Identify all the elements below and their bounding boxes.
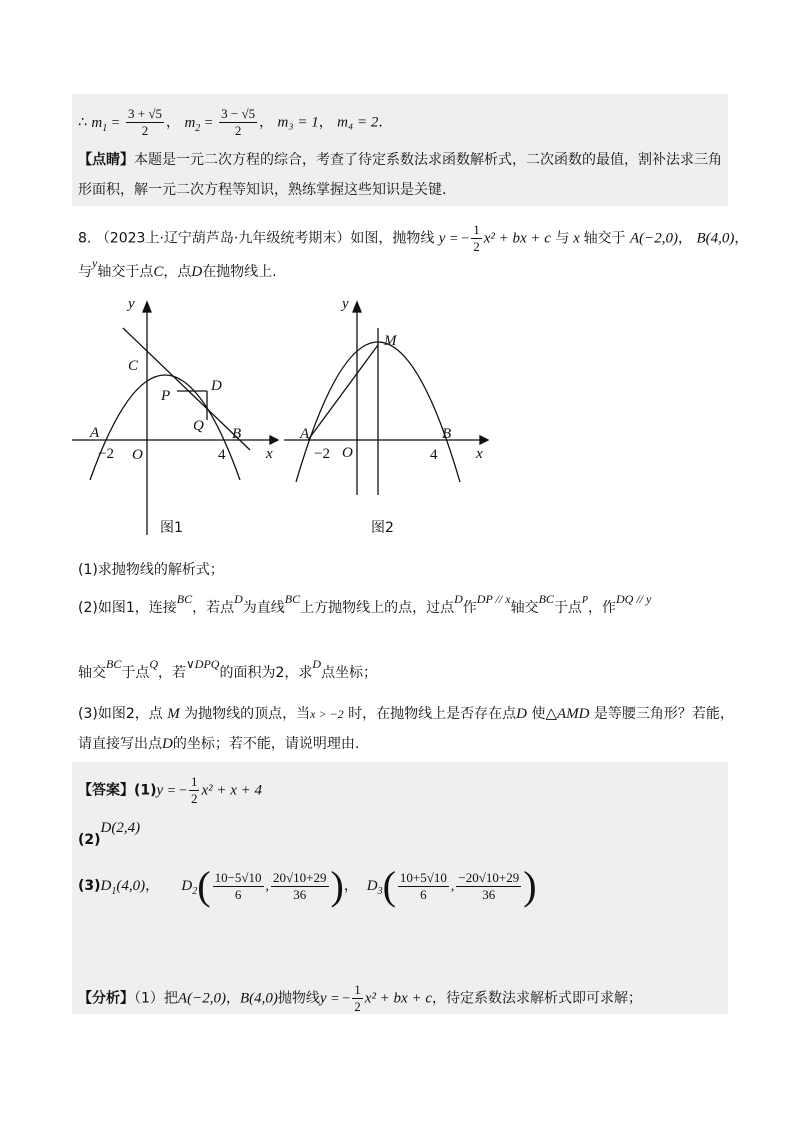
fig2-label-o: O (342, 445, 353, 461)
answer-line-3: $(3)D_1(4,0)$， $D_2$( $\frac{10-5√10}{6}$ , $\frac{20√10+29}{36}$ )， $D_3$( $\frac{10+5√10}{6}$ , $\frac{-20√10+29}{36}$ ) (78, 863, 537, 908)
fig1-label-c: C (128, 358, 139, 374)
fig1-tick-4: 4 (218, 447, 226, 463)
figure-2 (280, 290, 495, 510)
fig1-label-y: y (128, 296, 135, 312)
m-values-line: ∴ $m_1$ = $\frac{3 + √5}{2}$ ， $m_2$ = $\frac{3 - √5}{2}$ ， m₃ = 1， m₄ = 2． (78, 106, 393, 138)
fig2-tick-neg2: −2 (314, 446, 330, 462)
fig1-line-bc (123, 328, 250, 450)
fig1-label-a: A (90, 425, 100, 441)
problem-line-1: 8. （2023上·辽宁葫芦岛·九年级统考期末）如图，抛物线 y = − $\frac{1}{2}$ x² + bx + c 与 x 轴交于 A(−2,0)， B(4,0)， (78, 222, 749, 254)
figure-1-caption: 图1 (160, 520, 183, 536)
question-3-line-1: (3)如图2，点 M 为抛物线的顶点，当x > −2 时，在抛物线上是否存在点D 使△AMD 是等腰三角形？若能， (78, 706, 734, 722)
fig1-label-o: O (132, 447, 143, 463)
figure-1 (70, 290, 285, 550)
fig2-label-b: B (442, 426, 452, 442)
comment-line-1: 【点睛】本题是一元二次方程的综合，考查了待定系数法求函数解析式，二次函数的最值，割补法求三角 (78, 152, 722, 168)
fig2-label-m: M (384, 333, 397, 349)
fig1-tick-neg2: −2 (98, 446, 114, 462)
answer-line-2: (2)D(2,4) (78, 820, 141, 848)
figure-2-caption: 图2 (371, 520, 394, 536)
question-2-line-2: 轴交BC于点Q，若∨DPQ的面积为2，求D点坐标； (78, 657, 378, 681)
question-2-line-1: (2)如图1，连接BC，若点D为直线BC上方抛物线上的点，过点D作DP // x轴交BC于点$^P$，作DQ // y (78, 592, 652, 616)
analysis-line: 【分析】（1）把A(−2,0)，B(4,0)抛物线y = − $\frac{1}{2}$ x² + bx + c，待定系数法求解析式即可求解； (78, 982, 642, 1014)
fig2-tick-4: 4 (430, 447, 438, 463)
answer-line-1: 【答案】(1)y = − $\frac{1}{2}$ x² + x + 4 (78, 774, 263, 806)
problem-line-2: 与y轴交于点C，点D在抛物线上. (78, 256, 277, 280)
fig1-label-b: B (232, 426, 242, 442)
fig2-label-a: A (300, 426, 310, 442)
fig2-label-y: y (342, 296, 349, 312)
fig2-line-am (308, 345, 378, 440)
fig2-label-x: x (476, 446, 483, 462)
fig1-label-d: D (211, 378, 222, 394)
comment-line-2: 形面积，解一元二次方程等知识，熟练掌握这些知识是关键. (78, 182, 447, 198)
fig1-label-q: Q (193, 418, 204, 434)
question-1: (1)求抛物线的解析式； (78, 562, 224, 578)
fig1-label-x: x (266, 446, 273, 462)
fig1-label-p: P (161, 388, 171, 404)
question-3-line-2: 请直接写出点D的坐标；若不能，请说明理由. (78, 736, 360, 752)
